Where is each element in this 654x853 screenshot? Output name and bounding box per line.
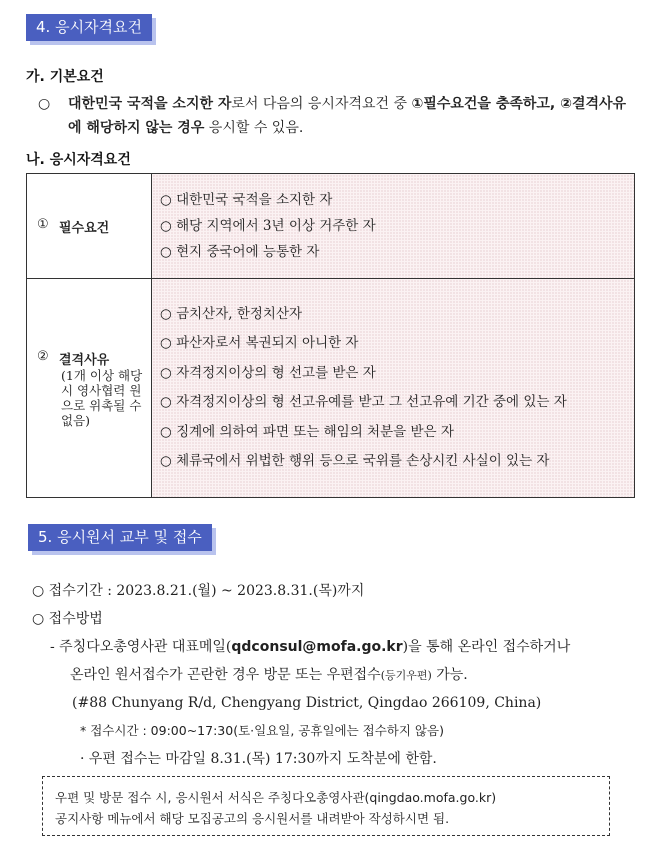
section4-title: 4. 응시자격요건	[26, 14, 152, 41]
notice-box	[42, 776, 610, 836]
notice-line-1: 우편 및 방문 접수 시, 응시원서 서식은 주칭다오총영사관(qingdao.mofa.go.kr)	[55, 790, 497, 805]
application-method-label: ○ 접수방법	[32, 611, 103, 627]
table-row: ② 결격사유 (1개 이상 해당시 영사협력 원으로 위촉될 수 없음) ○ 금치산자, 한정치산자 ○ 파산자로서 복권되지 아니한 자 ○ 자격정지이상의 형 선고를 받은 자 ○ 자격정지이상의 형 선고유예를 받고 그 선고유예 기간 중에 있는 자 ○ 징계에 의하여 파면 또는 해임의 처분을 받은 자 ○ 체류국에서 위법한 행위 등으로 국위를 손상시킨 사실이 있는 자	[27, 279, 635, 498]
basic-requirements-text: ○ 대한민국 국적을 소지한 자로서 다음의 응시자격요건 중 ①필수요건을 충족하고, ②결격사유에 해당하지 않는 경우 응시할 수 있음.	[38, 92, 638, 140]
reception-hours: * 접수시간 : 09:00~17:30(토·일요일, 공휴일에는 접수하지 않음)	[80, 723, 444, 738]
list-item: ○ 체류국에서 위법한 행위 등으로 국위를 손상시킨 사실이 있는 자	[160, 453, 550, 469]
eligibility-table	[26, 173, 635, 498]
disqualification-label: 결격사유	[59, 352, 110, 368]
list-item: ○ 징계에 의하여 파면 또는 해임의 처분을 받은 자	[160, 423, 454, 440]
circle-bullet-icon: ○	[38, 96, 51, 112]
required-label: 필수요건	[59, 220, 110, 236]
list-item: ○ 자격정지이상의 형 선고유예를 받고 그 선고유예 기간 중에 있는 자	[160, 394, 567, 410]
mail-deadline: · 우편 접수는 마감일 8.31.(목) 17:30까지 도착분에 한함.	[80, 751, 437, 767]
list-item: ○ 금치산자, 한정치산자	[160, 305, 303, 322]
table-row: ① 필수요건 ○ 대한민국 국적을 소지한 자 ○ 해당 지역에서 3년 이상 거주한 자 ○ 현지 중국어에 능통한 자	[27, 174, 635, 279]
disqualification-note: (1개 이상 해당시 영사협력 원으로 위촉될 수 없음)	[61, 367, 143, 428]
basic-requirements-heading: 가. 기본요건	[26, 69, 104, 85]
section5-title: 5. 응시원서 교부 및 접수	[28, 524, 212, 551]
application-method-line2: 온라인 원서접수가 곤란한 경우 방문 또는 우편접수(등기우편) 가능.	[70, 667, 468, 683]
consulate-address: (#88 Chunyang R/d, Chengyang District, Qingdao 266109, China)	[72, 695, 542, 711]
eligibility-heading: 나. 응시자격요건	[26, 152, 131, 168]
list-item: ○ 대한민국 국적을 소지한 자	[160, 192, 333, 208]
list-item: ○ 해당 지역에서 3년 이상 거주한 자	[160, 218, 376, 234]
application-period: ○ 접수기간 : 2023.8.21.(월) ~ 2023.8.31.(목)까지	[32, 583, 365, 599]
list-item: ○ 자격정지이상의 형 선고를 받은 자	[160, 364, 376, 381]
notice-line-2: 공지사항 메뉴에서 해당 모집공고의 응시원서를 내려받아 작성하시면 됨.	[55, 811, 450, 826]
consulate-email-link[interactable]: qdconsul@mofa.go.kr	[231, 639, 403, 655]
list-item: ○ 파산자로서 복권되지 아니한 자	[160, 335, 359, 351]
list-item: ○ 현지 중국어에 능통한 자	[160, 244, 320, 260]
application-method-line1: - 주칭다오총영사관 대표메일(qdconsul@mofa.go.kr)을 통해 온라인 접수하거나	[50, 639, 571, 655]
